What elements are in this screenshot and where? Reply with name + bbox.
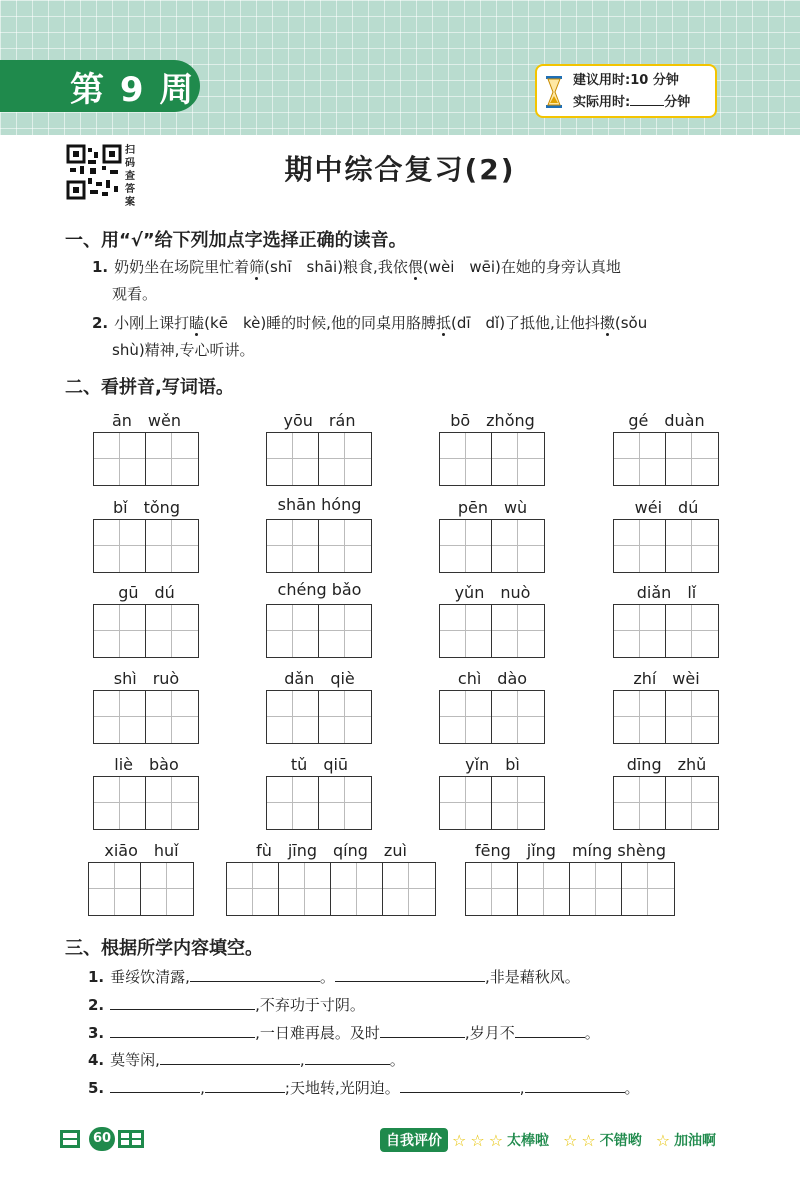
writing-cell[interactable]	[89, 863, 141, 915]
writing-cell[interactable]	[319, 691, 371, 743]
writing-cell[interactable]	[383, 863, 435, 915]
blank[interactable]	[110, 996, 255, 1010]
writing-cell[interactable]	[94, 777, 146, 829]
pinyin-label: xiāo huǐ	[104, 841, 179, 860]
writing-cell[interactable]	[267, 433, 319, 485]
writing-boxes	[613, 604, 719, 658]
writing-cell[interactable]	[666, 433, 718, 485]
writing-cell[interactable]	[279, 863, 331, 915]
writing-boxes	[226, 862, 436, 916]
pinyin-label: shān hóng	[277, 495, 362, 514]
writing-cell[interactable]	[570, 863, 622, 915]
star-icon[interactable]: ☆	[655, 1130, 671, 1150]
blank[interactable]	[190, 968, 320, 982]
writing-boxes	[93, 432, 199, 486]
writing-cell[interactable]	[614, 777, 666, 829]
pinyin-label: shì ruò	[113, 669, 180, 688]
writing-cell[interactable]	[141, 863, 193, 915]
writing-cell[interactable]	[331, 863, 383, 915]
writing-cell[interactable]	[440, 520, 492, 572]
writing-cell[interactable]	[614, 691, 666, 743]
writing-boxes	[93, 776, 199, 830]
fill-line-5: 5. , ;天地转,光阴迫。 , 。	[88, 1079, 640, 1097]
writing-cell[interactable]	[146, 520, 198, 572]
writing-cell[interactable]	[440, 777, 492, 829]
pinyin-label: dīng zhǔ	[626, 755, 707, 774]
pinyin-label: chì dào	[457, 669, 528, 688]
eval-level-2: 不错哟	[599, 1133, 642, 1149]
writing-cell[interactable]	[614, 520, 666, 572]
writing-boxes	[613, 776, 719, 830]
writing-cell[interactable]	[666, 605, 718, 657]
writing-cell[interactable]	[94, 691, 146, 743]
fill-line-4: 4. 莫等闲, , 。	[88, 1051, 405, 1069]
writing-boxes	[266, 776, 372, 830]
star-icon[interactable]: ☆	[488, 1130, 504, 1150]
fill-line-3: 3. ,一日难再晨。及时 ,岁月不 。	[88, 1024, 600, 1042]
writing-cell[interactable]	[614, 605, 666, 657]
blank[interactable]	[205, 1079, 285, 1093]
star-icon[interactable]: ☆	[563, 1130, 578, 1150]
pinyin-label: fēng jǐng míng shèng	[475, 841, 666, 860]
pinyin-label: liè bào	[114, 755, 179, 774]
writing-cell[interactable]	[492, 605, 544, 657]
suggested-time: 建议用时:10 分钟	[573, 73, 679, 88]
page-number: 60	[89, 1127, 115, 1151]
writing-cell[interactable]	[319, 520, 371, 572]
question-1-line2: 观看。	[112, 285, 158, 303]
writing-boxes	[88, 862, 194, 916]
pinyin-label: bō zhǒng	[450, 411, 535, 430]
writing-cell[interactable]	[319, 433, 371, 485]
pinyin-label: gū dú	[118, 583, 175, 602]
pinyin-label: diǎn lǐ	[636, 583, 697, 602]
actual-time: 实际用时: 分钟	[573, 95, 691, 110]
writing-boxes	[613, 432, 719, 486]
writing-cell[interactable]	[440, 605, 492, 657]
writing-cell[interactable]	[492, 691, 544, 743]
pinyin-label: ān wěn	[111, 411, 182, 430]
fill-line-1: 1. 垂绥饮清露, 。 ,非是藉秋风。	[88, 968, 580, 986]
section1-heading: 一、用“√”给下列加点字选择正确的读音。	[65, 230, 407, 251]
writing-cell[interactable]	[492, 777, 544, 829]
writing-boxes	[439, 776, 545, 830]
pinyin-label: wéi dú	[634, 498, 699, 517]
writing-cell[interactable]	[666, 691, 718, 743]
pinyin-label: fù jīng qíng zuì	[256, 841, 407, 860]
writing-boxes	[439, 604, 545, 658]
writing-cell[interactable]	[440, 691, 492, 743]
writing-cell[interactable]	[146, 691, 198, 743]
self-eval-label: 自我评价	[380, 1128, 448, 1152]
pinyin-label: bǐ tǒng	[113, 498, 180, 517]
time-box	[535, 64, 717, 118]
writing-cell[interactable]	[146, 433, 198, 485]
blank[interactable]	[335, 968, 485, 982]
pinyin-label: yōu rán	[283, 411, 356, 430]
writing-cell[interactable]	[94, 520, 146, 572]
actual-time-blank[interactable]	[630, 94, 664, 106]
writing-boxes	[613, 519, 719, 573]
writing-cell[interactable]	[94, 605, 146, 657]
writing-cell[interactable]	[319, 605, 371, 657]
section2-heading: 二、看拼音,写词语。	[65, 377, 234, 398]
writing-cell[interactable]	[146, 777, 198, 829]
page-title: 期中综合复习(2)	[284, 153, 516, 186]
writing-cell[interactable]	[492, 433, 544, 485]
writing-boxes	[266, 604, 372, 658]
eval-level-3: 加油啊	[674, 1133, 717, 1149]
writing-boxes	[93, 604, 199, 658]
pinyin-label: pēn wù	[457, 498, 528, 517]
writing-boxes	[439, 690, 545, 744]
blank[interactable]	[110, 1079, 200, 1093]
writing-cell[interactable]	[267, 605, 319, 657]
pinyin-label: yǔn nuò	[454, 583, 531, 602]
pinyin-label: yǐn bì	[465, 755, 520, 774]
writing-cell[interactable]	[666, 777, 718, 829]
writing-boxes	[465, 862, 675, 916]
self-evaluation	[380, 1128, 726, 1152]
writing-cell[interactable]	[622, 863, 674, 915]
writing-cell[interactable]	[267, 691, 319, 743]
blank[interactable]	[515, 1024, 585, 1038]
blank[interactable]	[110, 1024, 255, 1038]
pinyin-label: tǔ qiū	[290, 755, 349, 774]
writing-cell[interactable]	[492, 520, 544, 572]
header-banner	[0, 0, 800, 135]
writing-cell[interactable]	[518, 863, 570, 915]
blank[interactable]	[525, 1079, 625, 1093]
hourglass-icon	[545, 76, 563, 108]
writing-cell[interactable]	[94, 433, 146, 485]
writing-boxes	[439, 432, 545, 486]
writing-boxes	[613, 690, 719, 744]
writing-boxes	[266, 690, 372, 744]
question-1: 1. 奶奶坐在场院里忙着筛(shī shāi)粮食,我依偎(wèi wēi)在她的身旁认真地	[92, 258, 621, 276]
blank[interactable]	[160, 1051, 300, 1065]
blank[interactable]	[400, 1079, 520, 1093]
writing-cell[interactable]	[146, 605, 198, 657]
question-2: 2. 小刚上课打瞌(kē kè)睡的时候,他的同桌用胳膊抵(dī dǐ)了抵他,让他抖擞(sǒu	[92, 314, 648, 332]
pinyin-label: gé duàn	[628, 411, 705, 430]
pinyin-label: dǎn qiè	[284, 669, 355, 688]
star-icon[interactable]: ☆	[581, 1130, 596, 1150]
writing-cell[interactable]	[267, 520, 319, 572]
writing-cell[interactable]	[319, 777, 371, 829]
star-icon[interactable]: ☆	[452, 1130, 467, 1150]
writing-boxes	[93, 690, 199, 744]
writing-cell[interactable]	[267, 777, 319, 829]
pinyin-label: zhí wèi	[633, 669, 700, 688]
qr-label: 扫 码 查 答 案	[125, 145, 135, 208]
question-2-line2[interactable]: shù)精神,专心听讲。	[112, 341, 255, 359]
writing-cell[interactable]	[466, 863, 518, 915]
writing-cell[interactable]	[440, 433, 492, 485]
writing-cell[interactable]	[227, 863, 279, 915]
writing-cell[interactable]	[666, 520, 718, 572]
writing-boxes	[439, 519, 545, 573]
blank[interactable]	[380, 1024, 465, 1038]
writing-boxes	[93, 519, 199, 573]
writing-boxes	[266, 432, 372, 486]
eval-level-1: 太棒啦	[507, 1133, 550, 1149]
week-label: 第 9 周	[0, 60, 200, 112]
pinyin-label: chéng bǎo	[277, 580, 362, 599]
fill-line-2: 2. ,不弃功于寸阴。	[88, 996, 365, 1014]
writing-cell[interactable]	[614, 433, 666, 485]
writing-boxes	[266, 519, 372, 573]
blank[interactable]	[305, 1051, 390, 1065]
section3-heading: 三、根据所学内容填空。	[65, 938, 263, 959]
star-icon[interactable]: ☆	[470, 1130, 485, 1150]
